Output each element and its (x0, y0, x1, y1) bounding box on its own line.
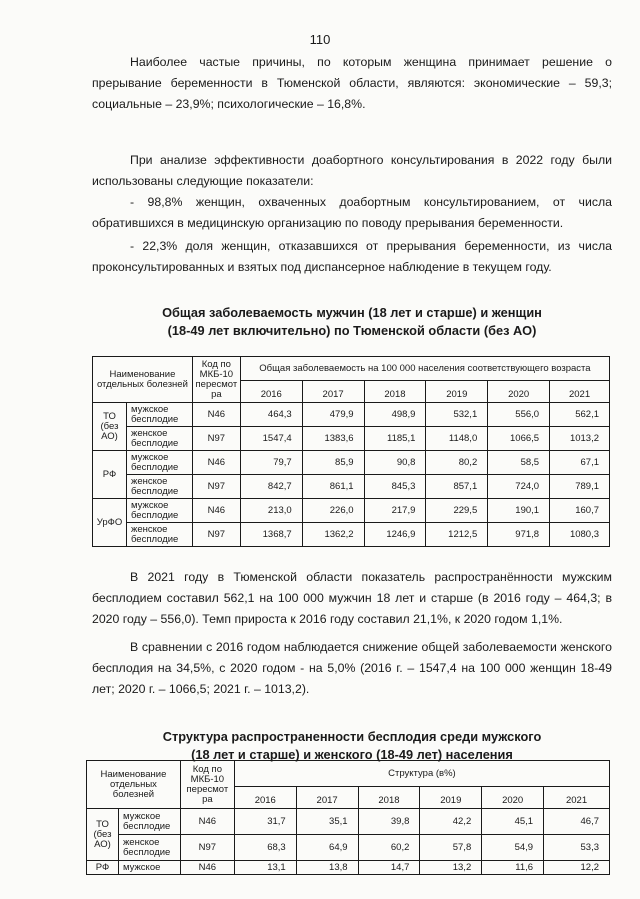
value-cell: 1383,6 (302, 427, 364, 451)
value-cell: 85,9 (302, 451, 364, 475)
value-cell: 217,9 (364, 499, 426, 523)
table-row (93, 427, 610, 451)
header-code: Код по МКБ-10 пересмот ра (180, 761, 234, 809)
value-cell: 1362,2 (302, 523, 364, 547)
table-row (93, 523, 610, 547)
value-cell: 64,9 (296, 835, 358, 861)
value-cell: 1212,5 (426, 523, 488, 547)
value-cell: 53,3 (544, 835, 610, 861)
table-row (93, 451, 610, 475)
paragraph-indicator-2: - 22,3% доля женщин, отказавшихся от прерывания беременности, из числа проконсультированных и взятых под диспансерное наблюдение в текущем году. (92, 239, 612, 274)
value-cell: 57,8 (420, 835, 482, 861)
header-disease: Наименование отдельных болезней (93, 357, 193, 403)
region-cell: ТО (без АО) (87, 809, 119, 861)
year-header: 2016 (234, 787, 296, 809)
value-cell: 90,8 (364, 451, 426, 475)
value-cell: 42,2 (420, 809, 482, 835)
year-header: 2018 (358, 787, 420, 809)
value-cell: 857,1 (426, 475, 488, 499)
value-cell: 1080,3 (550, 523, 610, 547)
value-cell: 35,1 (296, 809, 358, 835)
value-cell: 1185,1 (364, 427, 426, 451)
disease-cell: мужское бесплодие (118, 809, 180, 835)
value-cell: 13,8 (296, 861, 358, 875)
value-cell: 46,7 (544, 809, 610, 835)
value-cell: 11,6 (482, 861, 544, 875)
page-number: 110 (309, 32, 331, 47)
region-cell: РФ (93, 451, 127, 499)
value-cell: 1066,5 (488, 427, 550, 451)
value-cell: 39,8 (358, 809, 420, 835)
value-cell: 464,3 (240, 403, 302, 427)
table-row (87, 835, 610, 861)
value-cell: 14,7 (358, 861, 420, 875)
value-cell: 562,1 (550, 403, 610, 427)
table-row (87, 809, 610, 835)
value-cell: 31,7 (234, 809, 296, 835)
value-cell: 12,2 (544, 861, 610, 875)
table2-title: Структура распространенности бесплодия среди мужского (18 лет и старше) и женского (18-49 лет) населения (162, 729, 542, 762)
value-cell: 226,0 (302, 499, 364, 523)
value-cell: 971,8 (488, 523, 550, 547)
disease-cell: женское бесплодие (126, 475, 192, 499)
paragraph-male-infertility: В 2021 году в Тюменской области показатель распространённости мужским бесплодием составил 562,1 на 100 000 мужчин 18 лет и старше (в 2016 году – 464,3; в 2020 году – 556,0). Темп прироста к 2016 году составил 21,1%, к 2020 годом 1,1%. (92, 570, 612, 626)
header-code: Код по МКБ-10 пересмот ра (192, 357, 240, 403)
value-cell: 13,1 (234, 861, 296, 875)
year-header: 2016 (240, 381, 302, 403)
paragraph-consultation-intro: При анализе эффективности доабортного консультирования в 2022 году были использованы следующие показатели: (92, 153, 612, 188)
paragraph-abortion-reasons: Наиболее частые причины, по которым женщина принимает решение о прерывание беременности в Тюменской области, являются: экономические – 59,3; социальные – 23,9%; психологические – 16,8%. (92, 55, 612, 111)
value-cell: 724,0 (488, 475, 550, 499)
table-row (93, 403, 610, 427)
value-cell: 68,3 (234, 835, 296, 861)
region-cell: ТО (без АО) (93, 403, 127, 451)
disease-cell: мужское бесплодие (126, 403, 192, 427)
year-header: 2017 (302, 381, 364, 403)
code-cell: N46 (180, 861, 234, 875)
value-cell: 861,1 (302, 475, 364, 499)
value-cell: 498,9 (364, 403, 426, 427)
disease-cell: мужское бесплодие (126, 451, 192, 475)
value-cell: 1246,9 (364, 523, 426, 547)
year-header: 2019 (420, 787, 482, 809)
paragraph-female-infertility: В сравнении с 2016 годом наблюдается снижение общей заболеваемости женского бесплодия на 34,5%, с 2020 годом - на 5,0% (2016 г. – 1547,4 на 100 000 женщин 18-49 лет; 2020 г. – 1066,5; 2021 г. – 1013,2). (92, 640, 612, 696)
year-header: 2019 (426, 381, 488, 403)
value-cell: 45,1 (482, 809, 544, 835)
year-header: 2021 (544, 787, 610, 809)
region-cell: УрФО (93, 499, 127, 547)
value-cell: 1368,7 (240, 523, 302, 547)
value-cell: 213,0 (240, 499, 302, 523)
year-header: 2021 (550, 381, 610, 403)
value-cell: 80,2 (426, 451, 488, 475)
value-cell: 789,1 (550, 475, 610, 499)
code-cell: N97 (192, 427, 240, 451)
year-header: 2020 (482, 787, 544, 809)
year-header: 2018 (364, 381, 426, 403)
code-cell: N46 (192, 499, 240, 523)
value-cell: 1547,4 (240, 427, 302, 451)
code-cell: N46 (192, 403, 240, 427)
code-cell: N97 (192, 523, 240, 547)
table-row (87, 861, 610, 875)
disease-cell: женское бесплодие (118, 835, 180, 861)
value-cell: 13,2 (420, 861, 482, 875)
year-header: 2020 (488, 381, 550, 403)
year-header: 2017 (296, 787, 358, 809)
code-cell: N46 (192, 451, 240, 475)
value-cell: 845,3 (364, 475, 426, 499)
value-cell: 67,1 (550, 451, 610, 475)
code-cell: N97 (180, 835, 234, 861)
value-cell: 190,1 (488, 499, 550, 523)
value-cell: 479,9 (302, 403, 364, 427)
code-cell: N46 (180, 809, 234, 835)
disease-cell: мужское бесплодие (126, 499, 192, 523)
value-cell: 1013,2 (550, 427, 610, 451)
value-cell: 532,1 (426, 403, 488, 427)
code-cell: N97 (192, 475, 240, 499)
disease-cell: женское бесплодие (126, 427, 192, 451)
morbidity-table (92, 356, 610, 547)
structure-table (86, 760, 610, 875)
table1-title: Общая заболеваемость мужчин (18 лет и старше) и женщин (18-49 лет включительно) по Тюменской области (без АО) (162, 305, 542, 338)
value-cell: 842,7 (240, 475, 302, 499)
value-cell: 229,5 (426, 499, 488, 523)
disease-cell: женское бесплодие (126, 523, 192, 547)
value-cell: 556,0 (488, 403, 550, 427)
header-morbidity: Общая заболеваемость на 100 000 населения соответствующего возраста (240, 357, 609, 381)
value-cell: 60,2 (358, 835, 420, 861)
header-structure: Структура (в%) (234, 761, 609, 787)
header-disease: Наименование отдельных болезней (87, 761, 181, 809)
table-row (93, 475, 610, 499)
value-cell: 54,9 (482, 835, 544, 861)
disease-cell: мужское (118, 861, 180, 875)
value-cell: 58,5 (488, 451, 550, 475)
value-cell: 79,7 (240, 451, 302, 475)
value-cell: 160,7 (550, 499, 610, 523)
table-row (93, 499, 610, 523)
region-cell: РФ (87, 861, 119, 875)
paragraph-indicator-1: - 98,8% женщин, охваченных доабортным консультированием, от числа обратившихся в медицинскую организацию по поводу прерывания беременности. (92, 195, 612, 230)
value-cell: 1148,0 (426, 427, 488, 451)
